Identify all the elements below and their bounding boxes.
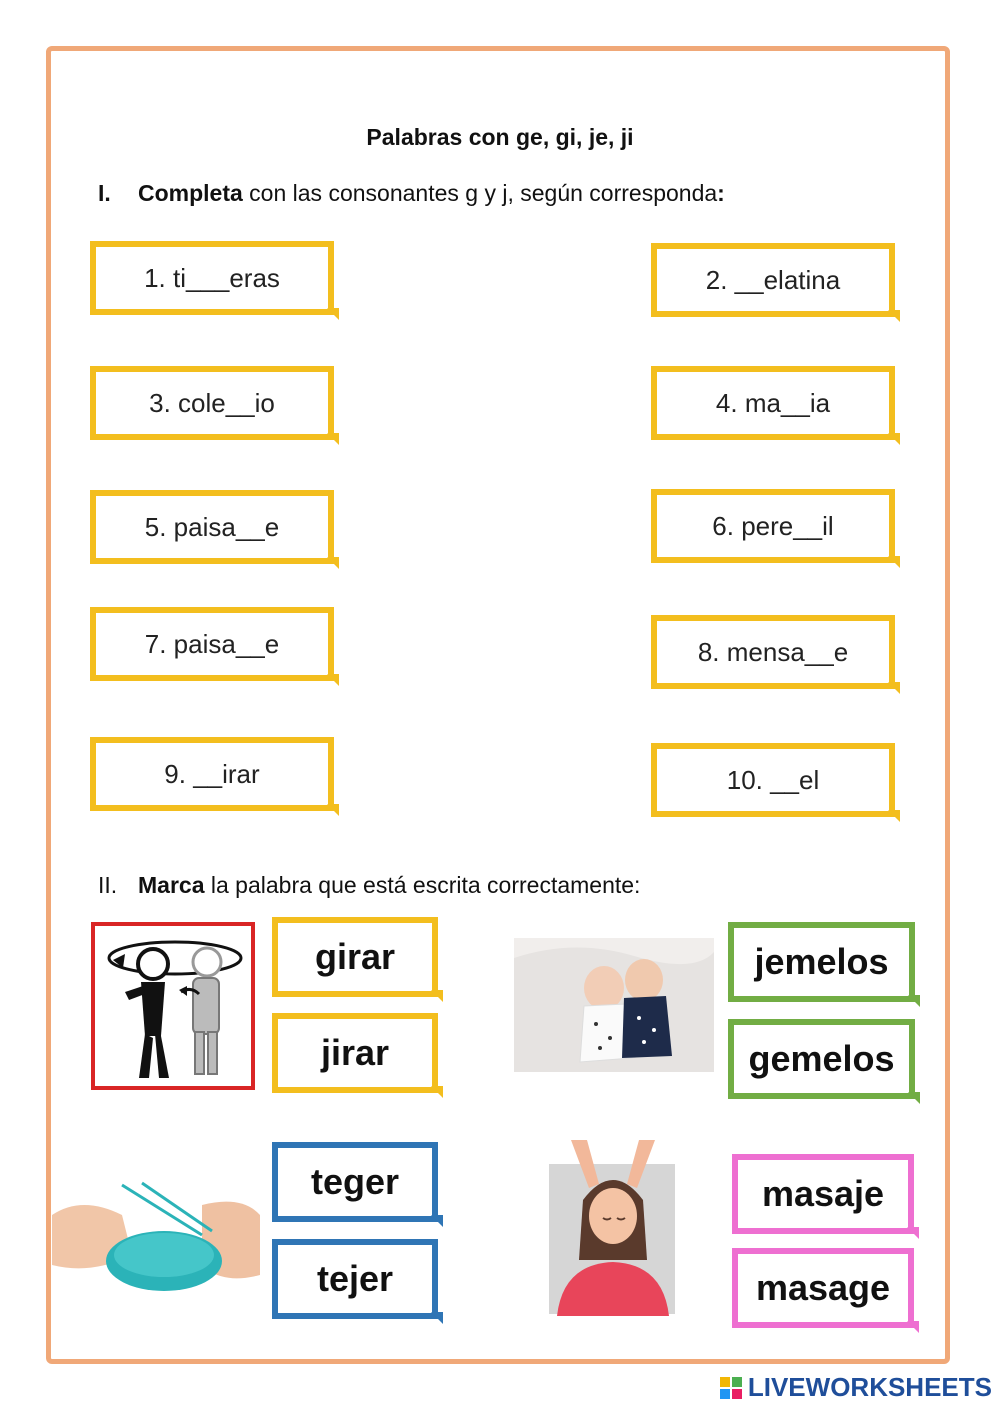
option-label: masage [755,1267,891,1308]
instruction-section-2 [98,872,640,899]
exercise-box-4[interactable] [651,366,895,440]
exercise-box-2[interactable] [651,243,895,317]
exercise-box-3[interactable] [90,366,334,440]
exercise-label: 2. __elatina [705,264,841,295]
exercise-box-7[interactable] [90,607,334,681]
option-masage[interactable] [732,1248,914,1328]
instruction-bold: Completa [138,180,243,206]
worksheet-title: Palabras con ge, gi, je, ji [366,124,634,150]
knitting-image [52,1175,260,1297]
option-label: gemelos [748,1038,895,1079]
exercise-label: 6. pere__il [712,510,834,541]
exercise-box-9[interactable] [90,737,334,811]
exercise-label: 9. __irar [164,758,260,789]
option-label: jirar [320,1032,390,1073]
option-masaje[interactable] [732,1154,914,1234]
instruction-section-1 [98,180,725,207]
option-jemelos[interactable] [728,922,915,1002]
exercise-label: 5. paisa__e [144,511,280,542]
option-label: jemelos [754,941,889,982]
exercise-box-5[interactable] [90,490,334,564]
section-number: I. [98,180,111,206]
exercise-label: 7. paisa__e [144,628,280,659]
exercise-label: 4. ma__ia [715,387,831,418]
exercise-label: 8. mensa__e [697,636,849,667]
exercise-label: 1. ti___eras [144,262,280,293]
instruction-bold: Marca [138,872,205,898]
option-girar[interactable] [272,917,438,997]
exercise-label: 10. __el [726,764,820,795]
head-massage-image [543,1140,683,1316]
section-number: II. [98,872,118,898]
twin-babies-image [514,938,714,1072]
liveworksheets-logo [720,1372,992,1403]
instruction-text: la palabra que está escrita correctamente: [204,872,641,898]
option-label: masaje [761,1173,885,1214]
option-gemelos[interactable] [728,1019,915,1099]
option-jirar[interactable] [272,1013,438,1093]
option-tejer[interactable] [272,1239,438,1319]
option-teger[interactable] [272,1142,438,1222]
option-label: tejer [316,1258,394,1299]
liveworksheets-icon [720,1377,742,1399]
exercise-box-6[interactable] [651,489,895,563]
exercise-box-10[interactable] [651,743,895,817]
brand-text: LIVEWORKSHEETS [747,1372,992,1402]
option-label: girar [314,936,396,977]
instruction-colon: : [717,180,725,206]
spin-figure-icon [91,922,255,1090]
exercise-label: 3. cole__io [149,387,275,418]
exercise-box-8[interactable] [651,615,895,689]
exercise-box-1[interactable] [90,241,334,315]
instruction-text: con las consonantes g y j, según corresponda [242,180,718,206]
option-label: teger [310,1161,400,1202]
